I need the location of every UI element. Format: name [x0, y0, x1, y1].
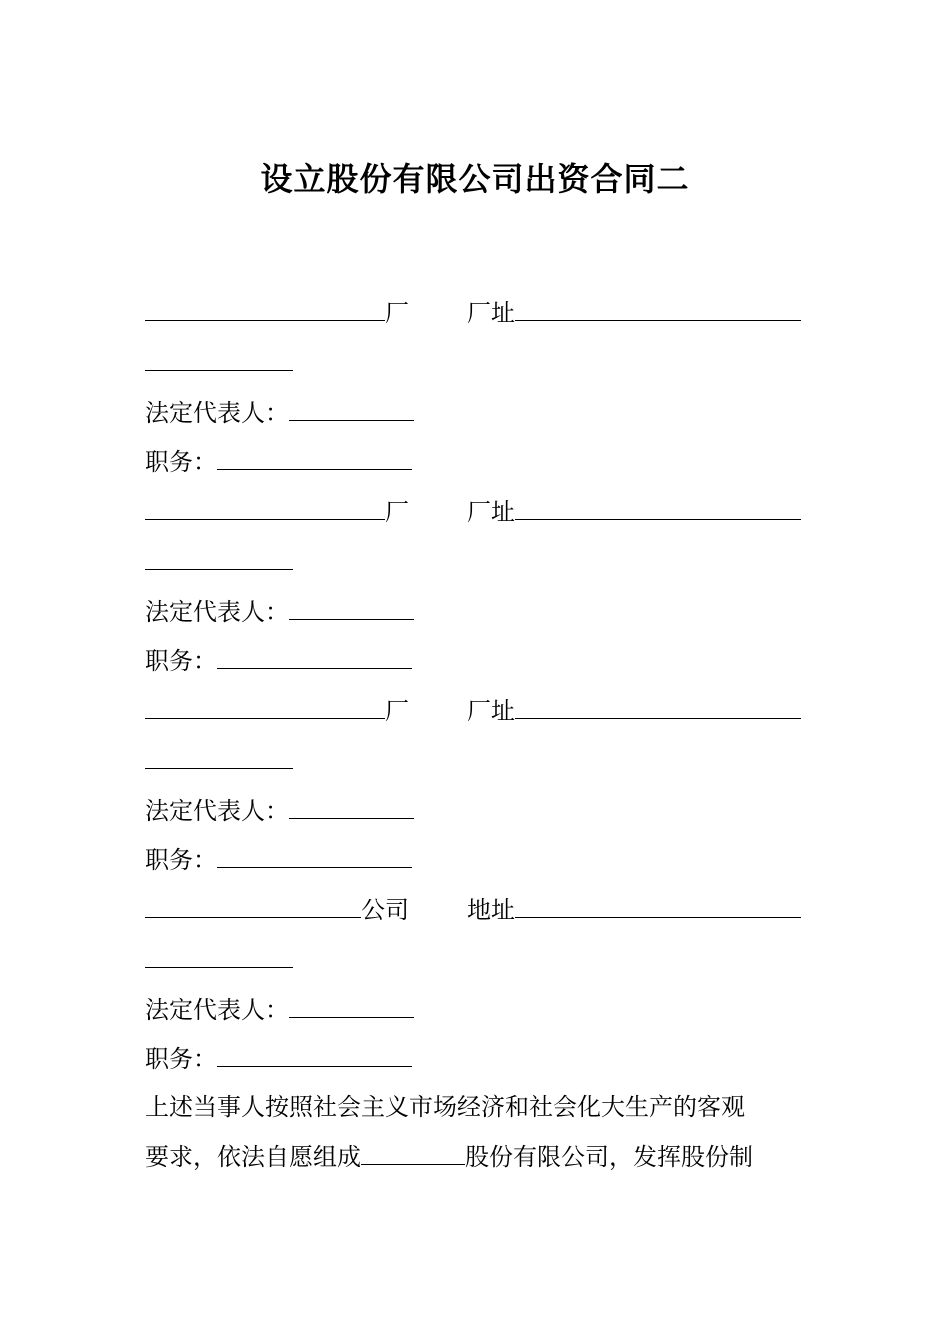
party-2-name-line [145, 493, 409, 529]
party-4-position-blank [217, 1040, 412, 1067]
party-3-position-label: 职务： [145, 846, 217, 874]
body-line-1: 上述当事人按照社会主义市场经济和社会化大生产的客观 [145, 1093, 745, 1121]
party-1-address-label: 厂址 [467, 299, 515, 327]
party-2-representative-line [145, 593, 414, 629]
party-4-position-label: 职务： [145, 1045, 217, 1073]
party-4-representative-label: 法定代表人： [145, 996, 289, 1024]
party-1-representative-blank [289, 394, 414, 421]
body-line-2-before: 要求，依法自愿组成 [145, 1143, 361, 1171]
document-title: 设立股份有限公司出资合同二 [260, 160, 690, 198]
party-2-position-blank [217, 642, 412, 669]
body-line-2-after: 股份有限公司，发挥股份制 [465, 1143, 753, 1171]
party-2-position-line [145, 642, 412, 678]
party-1-position-line [145, 443, 412, 479]
party-3-position-line [145, 841, 412, 877]
party-4-address-blank [515, 891, 801, 918]
party-1-representative-line [145, 394, 414, 430]
party-3-representative-label: 法定代表人： [145, 797, 289, 825]
party-2-address-blank [515, 493, 801, 520]
party-3-representative-line [145, 792, 414, 828]
party-2-address-label: 厂址 [467, 498, 515, 526]
party-4-name-blank [145, 891, 361, 918]
party-3-address-line [467, 692, 801, 728]
party-2-representative-blank [289, 593, 414, 620]
party-3-name-suffix: 厂 [385, 697, 409, 725]
party-4-address-continuation [145, 941, 293, 977]
party-2-position-label: 职务： [145, 647, 217, 675]
party-3-name-line [145, 692, 409, 728]
party-3-address-blank-2 [145, 742, 293, 769]
party-1-address-blank-2 [145, 344, 293, 371]
party-3-position-blank [217, 841, 412, 868]
party-1-representative-label: 法定代表人： [145, 399, 289, 427]
party-3-address-label: 厂址 [467, 697, 515, 725]
body-paragraph [145, 1082, 810, 1182]
party-4-representative-line [145, 991, 414, 1027]
body-line-2 [145, 1132, 810, 1182]
party-2-name-blank [145, 493, 385, 520]
company-name-blank [361, 1134, 465, 1165]
party-2-address-blank-2 [145, 543, 293, 570]
party-1-position-blank [217, 443, 412, 470]
party-1-name-suffix: 厂 [385, 299, 409, 327]
party-4-address-label: 地址 [467, 896, 515, 924]
party-1-address-blank [515, 294, 801, 321]
party-2-name-suffix: 厂 [385, 498, 409, 526]
party-2-address-line [467, 493, 801, 529]
party-4-name-suffix: 公司 [361, 896, 409, 924]
party-3-representative-blank [289, 792, 414, 819]
party-2-address-continuation [145, 543, 293, 579]
party-4-representative-blank [289, 991, 414, 1018]
party-3-name-blank [145, 692, 385, 719]
party-4-address-line [467, 891, 801, 927]
party-4-address-blank-2 [145, 941, 293, 968]
party-4-position-line [145, 1040, 412, 1076]
party-3-address-continuation [145, 742, 293, 778]
party-1-name-line [145, 294, 409, 330]
party-3-address-blank [515, 692, 801, 719]
party-1-name-blank [145, 294, 385, 321]
party-1-position-label: 职务： [145, 448, 217, 476]
party-1-address-continuation [145, 344, 293, 380]
party-2-representative-label: 法定代表人： [145, 598, 289, 626]
party-4-name-line [145, 891, 409, 927]
party-1-address-line [467, 294, 801, 330]
